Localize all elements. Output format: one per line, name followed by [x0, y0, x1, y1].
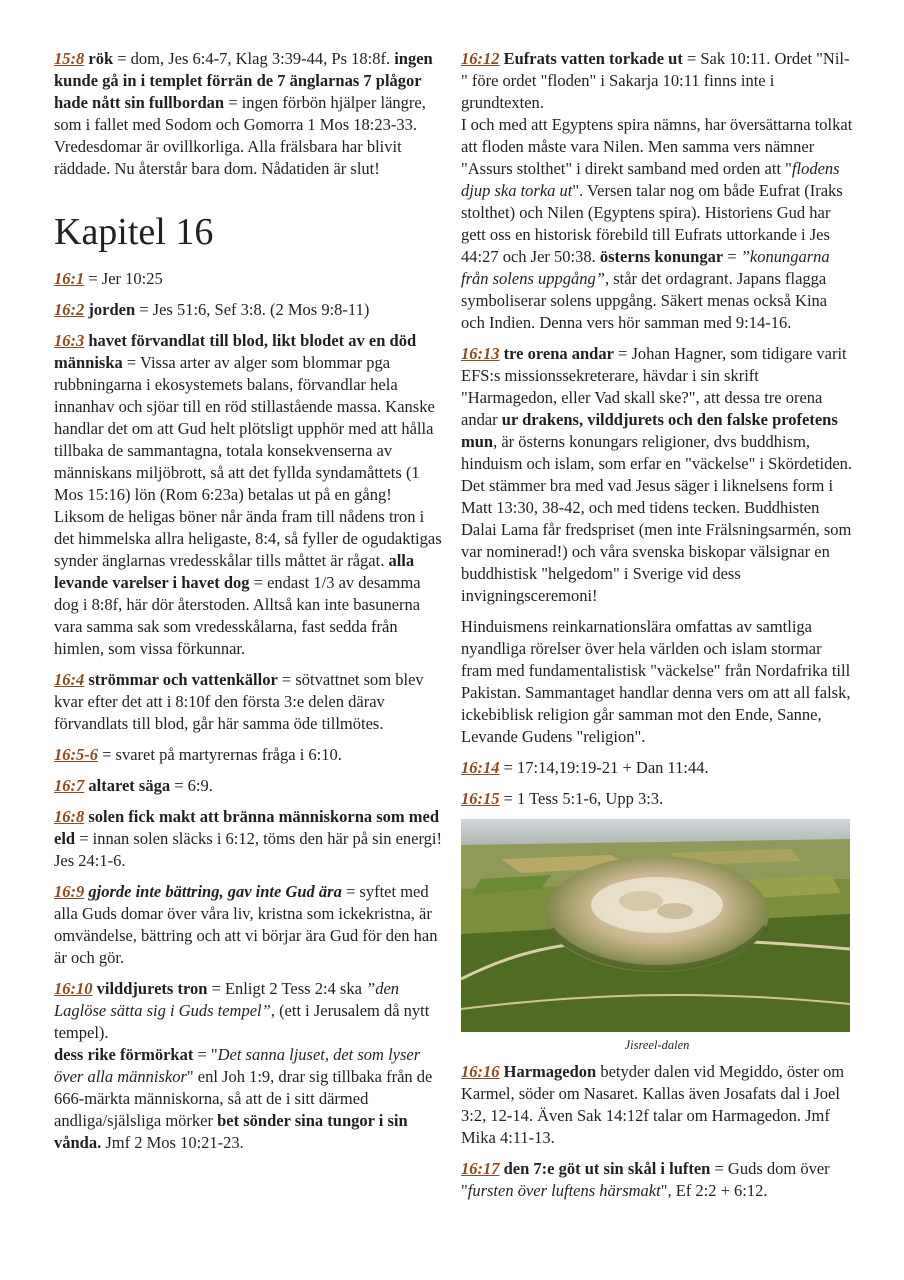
paragraph-16-8: 16:8 solen fick makt att bränna människorna som med eld = innan solen släcks i 6:12, töms den här på sin energi! Jes 24:1-6.: [54, 807, 442, 870]
paragraph-16-16: 16:16 Harmagedon betyder dalen vid Megiddo, öster om Karmel, söder om Nasaret. Kallas även Josafats dal i Joel 3:2, 12-14. Även Sak 14:12f talar om Harmagedon. Jmf Mika 4:11-13.: [461, 1062, 845, 1147]
paragraph-16-2: 16:2 jorden = Jes 51:6, Sef 3:8. (2 Mos 9:8-11): [54, 300, 370, 319]
verse-reference-16-7[interactable]: 16:7: [54, 776, 85, 795]
paragraph-16-1: 16:1 = Jer 10:25: [54, 269, 163, 288]
paragraph-16-5-6: 16:5-6 = svaret på martyrernas fråga i 6:10.: [54, 745, 342, 764]
paragraph-16-4: 16:4 strömmar och vattenkällor = sötvattnet som blev kvar efter det att i 8:10f den första 3:e delen därav förvandlats till blod, går här samma öde tillmötes.: [54, 670, 424, 733]
verse-reference-16-16[interactable]: 16:16: [461, 1062, 500, 1081]
verse-reference-16-17[interactable]: 16:17: [461, 1159, 500, 1178]
paragraph-16-12: 16:12 Eufrats vatten torkade ut = Sak 10:11. Ordet "Nil-" före ordet "floden" i Sakarja 10:11 finns inte i grundtexten. I och med att Egyptens spira nämns, har översättarna tolkat att floden måste vara Nilen. Men samma vers nämner "Assurs stolthet" i direkt samband med orden att "flodens djup ska torka ut". Versen talar nog om både Eufrat (Iraks stolthet) och Nilen (Egyptens spira). Historiens Gud har gett oss en historisk förebild till Eufrats uttorkande i Jes 44:27 och Jer 50:38. österns konungar = ”konungarna från solens uppgång”, står det ordagrant. Japans flagga symboliserar solens uppgång. Säkert menas också Kina och Indien. Denna vers hör samman med 9:14-16.: [461, 49, 853, 332]
verse-reference-16-8[interactable]: 16:8: [54, 807, 85, 826]
paragraph-15-8: 15:8 rök = dom, Jes 6:4-7, Klag 3:39-44, Ps 18:8f. ingen kunde gå in i templet förrän de 7 änglarnas 7 plågor hade nått sin fullbordan = ingen förbön hjälper längre, som i fallet med Sodom och Gomorra 1 Mos 18:23-33. Vredesdomar är ovillkorliga. Alla frälsbara har blivit räddade. Nu återstår bara dom. Nådatiden är slut!: [54, 49, 433, 178]
verse-reference-16-14[interactable]: 16:14: [461, 758, 500, 777]
verse-reference-16-9[interactable]: 16:9: [54, 882, 85, 901]
verse-reference-16-13[interactable]: 16:13: [461, 344, 500, 363]
verse-reference-16-5-6[interactable]: 16:5-6: [54, 745, 98, 764]
verse-reference-15-8[interactable]: 15:8: [54, 49, 85, 68]
paragraph-16-17: 16:17 den 7:e göt ut sin skål i luften = Guds dom över "fursten över luftens härsmakt", Ef 2:2 + 6:12.: [461, 1159, 830, 1200]
verse-reference-16-15[interactable]: 16:15: [461, 789, 500, 808]
paragraph-16-14: 16:14 = 17:14,19:19-21 + Dan 11:44.: [461, 758, 709, 777]
paragraph-hinduism: Hinduismens reinkarnationslära omfattas av samtliga nyandliga rörelser över hela världen och islam stormar fram med fundamentalistisk "väckelse" från Nordafrika till Pakistan. Sammantaget handlar denna vers om att all falsk, ickebiblisk religion går samman mot den Ende, Sanne, Levande Gudens "religion".: [461, 617, 851, 746]
paragraph-16-9: 16:9 gjorde inte bättring, gav inte Gud ära = syftet med alla Guds domar över våra liv, kristna som ickekristna, är omvändelse, bättring och att vi börjar ära Gud för den han är och gör.: [54, 882, 438, 967]
verse-reference-16-2[interactable]: 16:2: [54, 300, 85, 319]
chapter-heading: Kapitel 16: [54, 211, 214, 253]
verse-reference-16-1[interactable]: 16:1: [54, 269, 85, 288]
left-column: [54, 48, 442, 1163]
verse-reference-16-12[interactable]: 16:12: [461, 49, 500, 68]
paragraph-16-10: 16:10 vilddjurets tron = Enligt 2 Tess 2:4 ska ”den Laglöse sätta sig i Guds tempel”, (ett i Jerusalem då nytt tempel). dess rike förmörkat = "Det sanna ljuset, det som lyser över alla människor" enl Joh 1:9, drar sig tillbaka från de 666-märkta människorna, så att de i sitt därmed andliga/själsliga mörker bet sönder sina tungor i sin vånda. Jmf 2 Mos 10:21-23.: [54, 979, 433, 1152]
verse-reference-16-3[interactable]: 16:3: [54, 331, 85, 350]
paragraph-16-7: 16:7 altaret säga = 6:9.: [54, 776, 213, 795]
paragraph-16-15: 16:15 = 1 Tess 5:1-6, Upp 3:3.: [461, 789, 664, 808]
verse-reference-16-10[interactable]: 16:10: [54, 979, 93, 998]
paragraph-16-13: 16:13 tre orena andar = Johan Hagner, som tidigare varit EFS:s missionssekreterare, hävdar i sin skrift "Harmagedon, eller Vad skall ske?", att dessa tre orena andar ur drakens, vilddjurets och den falske profetens mun, är österns konungars religioner, dvs buddhism, hinduism och islam, som erfar en "väckelse" i Skördetiden. Det stämmer bra med vad Jesus säger i liknelsens form i Matt 13:30, 38-42, och med tidens tecken. Buddhisten Dalai Lama får fredspriset (men inte Frälsningsarmén, som var nominerad!) och våra svenska biskopar välsignar en buddhistisk "helgedom" i Sverige vid dess invigningsceremoni!: [461, 344, 853, 605]
right-column: [461, 48, 853, 1211]
valley-photo: [461, 819, 850, 1032]
verse-reference-16-4[interactable]: 16:4: [54, 670, 85, 689]
photo-caption: Jisreel-dalen: [624, 1038, 690, 1052]
paragraph-16-3: 16:3 havet förvandlat till blod, likt blodet av en död människa = Vissa arter av alger som blommar pga rubbningarna i ekosystemets balans, förvandlar hela innanhav och sjöar till en röd stillastående massa. Kanske handlar det om att Gud helt plötsligt upphör med att hålla tillbaka de sammantagna, totala konsekvenserna av människans miljöbrott, så att det fyllda syndamåttets (1 Mos 15:16) lön (Rom 6:23a) betalas ut på en gång! Liksom de heligas böner når ända fram till nådens tron i det himmelska allra heligaste, 8:4, så fyller de ogudaktigas synder änglarnas vredesskålar tills måttet är rågat. alla levande varelser i havet dog = endast 1/3 av desamma dog i 8:8f, här dör återstoden. Alltså kan inte basunerna vara samma sak som vredesskålarna, fast sedda från himlen, som vissa förkunnar.: [54, 331, 442, 658]
